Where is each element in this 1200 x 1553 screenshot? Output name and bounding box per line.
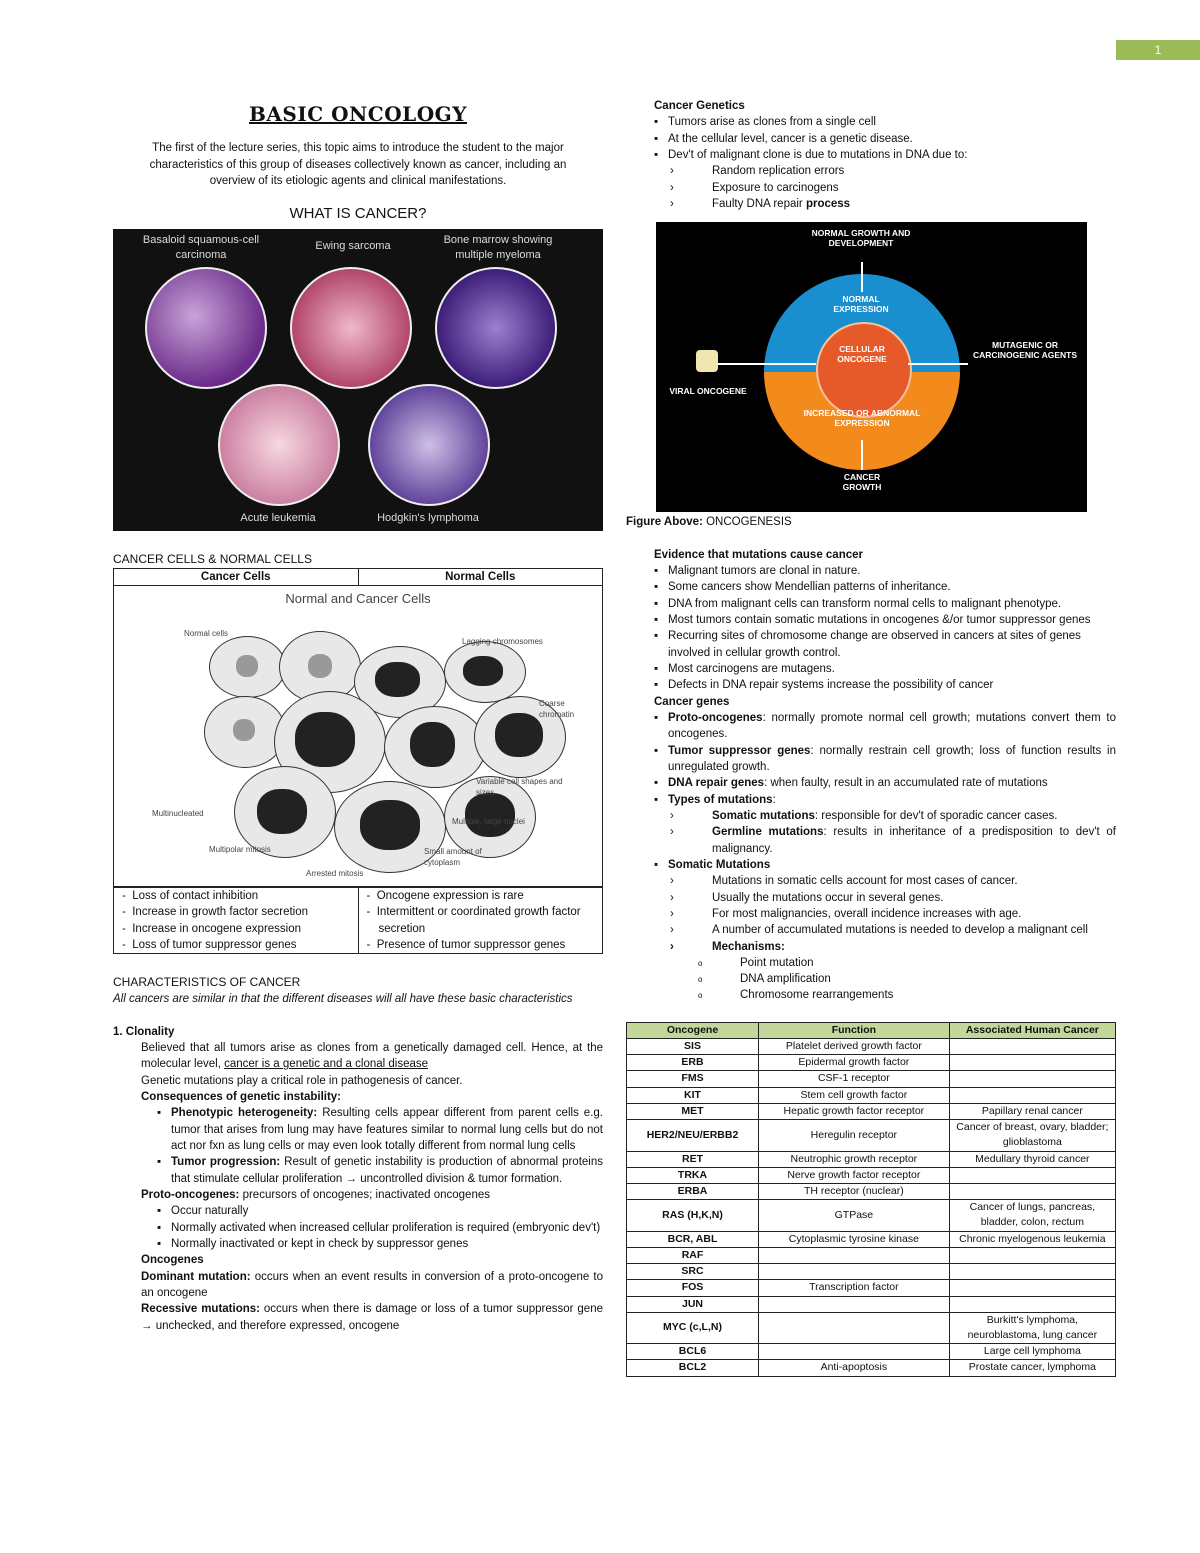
histology-circle-4 xyxy=(218,384,340,506)
list-item: - Increase in oncogene expression xyxy=(122,922,302,935)
oncogene-cell: SIS xyxy=(627,1039,759,1055)
list-item: o Chromosome rearrangements xyxy=(626,987,1116,1003)
col-normal-cells: Normal Cells xyxy=(358,568,603,585)
function-cell xyxy=(759,1296,950,1312)
table-row xyxy=(627,1184,1116,1200)
cancer-cell xyxy=(949,1055,1115,1071)
cancer-cell: Papillary renal cancer xyxy=(949,1103,1115,1119)
oncogenes-heading: Oncogenes xyxy=(141,1254,204,1267)
list-item: - Intermittent or coordinated growth factor secretion xyxy=(366,906,581,935)
function-cell: Stem cell growth factor xyxy=(759,1087,950,1103)
cancer-cell: Chronic myelogenous leukemia xyxy=(949,1231,1115,1247)
table-row xyxy=(627,1120,1116,1151)
list-item: › For most malignancies, overall incidence increases with age. xyxy=(626,906,1116,922)
label-increased-expression: INCREASED OR ABNORMAL EXPRESSION xyxy=(803,408,921,429)
label-multipolar: Multipolar mitosis xyxy=(209,845,271,855)
table-row xyxy=(627,1231,1116,1247)
list-item: ▪ Occur naturally xyxy=(113,1203,603,1219)
cancer-cell xyxy=(949,1247,1115,1263)
cancer-cell: Cancer of lungs, pancreas, bladder, colon, rectum xyxy=(949,1200,1115,1231)
function-cell xyxy=(759,1264,950,1280)
inner-circle xyxy=(816,322,912,418)
oncogene-cell: HER2/NEU/ERBB2 xyxy=(627,1120,759,1151)
cancer-cell xyxy=(949,1087,1115,1103)
label-arrested: Arrested mitosis xyxy=(306,869,364,879)
cancer-cell xyxy=(949,1039,1115,1055)
list-item: ▪ Most tumors contain somatic mutations in oncogenes &/or tumor suppressor genes xyxy=(626,612,1116,628)
characteristics-heading: CHARACTERISTICS OF CANCER xyxy=(113,975,301,990)
clonality-paragraph-2: Genetic mutations play a critical role in pathogenesis of cancer. xyxy=(141,1074,463,1087)
oncogene-cell: RET xyxy=(627,1151,759,1167)
table-row xyxy=(627,1087,1116,1103)
list-item: › Mutations in somatic cells account for most cases of cancer. xyxy=(626,873,1116,889)
arrow-viral xyxy=(718,363,816,365)
oncogenesis-diagram xyxy=(656,222,1087,512)
list-item: ▪ At the cellular level, cancer is a genetic disease. xyxy=(626,131,1116,147)
function-cell xyxy=(759,1312,950,1343)
list-item: ▪ Tumors arise as clones from a single cell xyxy=(626,114,1116,130)
table-row xyxy=(627,1103,1116,1119)
function-cell: Epidermal growth factor xyxy=(759,1055,950,1071)
list-item: o Point mutation xyxy=(626,955,1116,971)
phenotypic-item: ▪ Phenotypic heterogeneity: Resulting cells appear different from parent cells e.g. tumor that arises from lung may have features similar to normal lung cells but do not act nor fxn as lung cells or may even look totally different from normal lung cells xyxy=(113,1105,603,1154)
label-multiple-nuclei: Multiple, large nuclei xyxy=(452,817,525,827)
table-row xyxy=(627,1071,1116,1087)
caption-hodgkin: Hodgkin's lymphoma xyxy=(377,511,479,524)
cancer-cell xyxy=(949,1280,1115,1296)
oncogene-cell: BCR, ABL xyxy=(627,1231,759,1247)
arrow-mutagenic xyxy=(908,363,968,365)
list-item: › Germline mutations: results in inheritance of a predisposition to dev't of malignancy. xyxy=(626,824,1116,857)
cancer-genetics-heading: Cancer Genetics xyxy=(654,100,745,112)
function-cell: Cytoplasmic tyrosine kinase xyxy=(759,1231,950,1247)
function-cell: Neutrophic growth receptor xyxy=(759,1151,950,1167)
table-row xyxy=(627,1264,1116,1280)
list-item: › Somatic mutations: responsible for dev't of sporadic cancer cases. xyxy=(626,808,1116,824)
histology-circle-2 xyxy=(290,267,412,389)
header-oncogene: Oncogene xyxy=(627,1022,759,1038)
virus-icon xyxy=(696,350,718,372)
what-is-cancer-heading: WHAT IS CANCER? xyxy=(289,205,427,223)
oncogene-cell: TRKA xyxy=(627,1167,759,1183)
function-cell: Platelet derived growth factor xyxy=(759,1039,950,1055)
list-item: - Presence of tumor suppressor genes xyxy=(366,939,566,952)
list-item: o DNA amplification xyxy=(626,971,1116,987)
oncogene-cell: RAF xyxy=(627,1247,759,1263)
table-row xyxy=(627,1280,1116,1296)
label-coarse: Coarse chromatin xyxy=(539,699,575,720)
clonality-heading: 1. Clonality xyxy=(113,1025,175,1038)
histology-circle-3 xyxy=(435,267,557,389)
normal-cell xyxy=(204,696,286,768)
right-column xyxy=(626,98,1116,1377)
col-cancer-cells: Cancer Cells xyxy=(114,568,359,585)
cancer-cell xyxy=(949,1167,1115,1183)
oncogene-cell: MET xyxy=(627,1103,759,1119)
list-item: ▪ Tumor suppressor genes: normally restrain cell growth; loss of function results in unregulated growth. xyxy=(626,743,1116,776)
table-row xyxy=(627,1200,1116,1231)
cancer-cell xyxy=(384,706,486,788)
list-item: ▪ Malignant tumors are clonal in nature. xyxy=(626,563,1116,579)
oncogene-cell: JUN xyxy=(627,1296,759,1312)
proto-oncogenes-line: Proto-oncogenes: precursors of oncogenes; inactivated oncogenes xyxy=(141,1188,490,1201)
oncogene-cell: RAS (H,K,N) xyxy=(627,1200,759,1231)
header-function: Function xyxy=(759,1022,950,1038)
function-cell: Heregulin receptor xyxy=(759,1120,950,1151)
table-row xyxy=(627,1344,1116,1360)
oncogene-cell: ERBA xyxy=(627,1184,759,1200)
cancer-cell xyxy=(949,1184,1115,1200)
function-cell: TH receptor (nuclear) xyxy=(759,1184,950,1200)
list-item: ▪ Some cancers show Mendellian patterns of inheritance. xyxy=(626,579,1116,595)
caption-acute-leukemia: Acute leukemia xyxy=(240,511,316,524)
consequences-heading: Consequences of genetic instability: xyxy=(141,1091,342,1104)
table-row xyxy=(627,1055,1116,1071)
function-cell: GTPase xyxy=(759,1200,950,1231)
oncogene-cell: MYC (c,L,N) xyxy=(627,1312,759,1343)
table-row xyxy=(627,1039,1116,1055)
label-normal-growth: NORMAL GROWTH AND DEVELOPMENT xyxy=(811,228,911,249)
normal-cells-list xyxy=(358,888,603,954)
label-cancer-growth: CANCER GROWTH xyxy=(842,472,882,493)
list-item: ▪ Proto-oncogenes: normally promote normal cell growth; mutations convert them to oncogenes. xyxy=(626,710,1116,743)
tumor-progression-item: ▪ Tumor progression: Result of genetic instability is production of abnormal proteins that stimulate cellular proliferation → uncontrolled division & tumor formation. xyxy=(113,1154,603,1187)
oncogene-cell: SRC xyxy=(627,1264,759,1280)
clonality-paragraph: Believed that all tumors arise as clones from a genetically damaged cell. Hence, at the molecular level, cancer is a genetic and a clonal disease xyxy=(141,1042,603,1071)
table-row xyxy=(627,1296,1116,1312)
label-lagging: Lagging chromosomes xyxy=(462,637,543,647)
dominant-mutation-line: Dominant mutation: occurs when an event results in conversion of a proto-oncogene to an oncogene xyxy=(141,1270,603,1299)
list-item: ▪ Types of mutations: xyxy=(626,792,1116,808)
list-item: › Usually the mutations occur in several genes. xyxy=(626,890,1116,906)
function-cell: Anti-apoptosis xyxy=(759,1360,950,1376)
list-item: ▪ Recurring sites of chromosome change are observed in cancers at sites of genes involved in cellular growth control. xyxy=(626,628,1116,661)
table-row xyxy=(627,1247,1116,1263)
list-item: - Loss of tumor suppressor genes xyxy=(122,939,297,952)
cancer-cells-heading: CANCER CELLS & NORMAL CELLS xyxy=(113,551,312,566)
somatic-mutations-heading: ▪ Somatic Mutations xyxy=(626,857,1116,873)
function-cell xyxy=(759,1247,950,1263)
cancer-cell: Burkitt's lymphoma, neuroblastoma, lung cancer xyxy=(949,1312,1115,1343)
list-item: ▪ Normally inactivated or kept in check by suppressor genes xyxy=(113,1236,603,1252)
list-item: - Oncogene expression is rare xyxy=(366,890,524,903)
cancer-cell: Medullary thyroid cancer xyxy=(949,1151,1115,1167)
function-cell: Transcription factor xyxy=(759,1280,950,1296)
arrow-top xyxy=(861,262,863,292)
cancer-histology-image xyxy=(113,229,603,531)
header-cancer: Associated Human Cancer xyxy=(949,1022,1115,1038)
list-item: ▪ Dev't of malignant clone is due to mutations in DNA due to: xyxy=(626,147,1116,163)
oncogene-cell: FOS xyxy=(627,1280,759,1296)
oncogene-cell: FMS xyxy=(627,1071,759,1087)
cancer-cells-list xyxy=(114,888,359,954)
list-item: ▪ Normally activated when increased cellular proliferation is required (embryonic dev't) xyxy=(113,1220,603,1236)
function-cell: CSF-1 receptor xyxy=(759,1071,950,1087)
mechanisms-heading: › Mechanisms: xyxy=(626,939,1116,955)
label-multinucleated: Multinucleated xyxy=(152,809,204,819)
label-normal-cells: Normal cells xyxy=(184,629,229,639)
list-item: › Random replication errors xyxy=(626,163,1116,179)
arrow-bottom xyxy=(861,440,863,470)
label-mutagenic: MUTAGENIC OR CARCINOGENIC AGENTS xyxy=(972,340,1078,361)
figure-title: Normal and Cancer Cells xyxy=(285,591,431,607)
oncogene-cell: BCL2 xyxy=(627,1360,759,1376)
oncogene-cell: ERB xyxy=(627,1055,759,1071)
cancer-normal-table xyxy=(113,568,603,955)
caption-basaloid: Basaloid squamous-cell carcinoma xyxy=(142,233,260,262)
cancer-cell xyxy=(949,1071,1115,1087)
list-item: ▪ Defects in DNA repair systems increase the possibility of cancer xyxy=(626,677,1116,693)
list-item: - Increase in growth factor secretion xyxy=(122,906,309,919)
function-cell xyxy=(759,1344,950,1360)
function-cell: Hepatic growth factor receptor xyxy=(759,1103,950,1119)
list-item: ▪ DNA repair genes: when faulty, result in an accumulated rate of mutations xyxy=(626,775,1116,791)
histology-circle-5 xyxy=(368,384,490,506)
list-item: ▪ DNA from malignant cells can transform normal cells to malignant phenotype. xyxy=(626,596,1116,612)
left-column xyxy=(113,96,603,1334)
table-row xyxy=(627,1312,1116,1343)
list-item: - Loss of contact inhibition xyxy=(122,890,259,903)
oncogene-cell: KIT xyxy=(627,1087,759,1103)
label-variable: Variable cell shapes and sizes xyxy=(476,777,563,798)
cancer-cell xyxy=(444,641,526,703)
label-normal-expression: NORMAL EXPRESSION xyxy=(833,294,889,315)
table-row xyxy=(627,1360,1116,1376)
cancer-cell: Cancer of breast, ovary, bladder; glioblastoma xyxy=(949,1120,1115,1151)
normal-cell xyxy=(209,636,286,698)
list-item: ▪ Most carcinogens are mutagens. xyxy=(626,661,1116,677)
label-viral-oncogene: VIRAL ONCOGENE xyxy=(669,386,747,397)
intro-paragraph: The first of the lecture series, this topic aims to introduce the student to the major characteristics of this group of diseases collectively known as cancer, including an overview of its etiologic agents and clinical manifestations. xyxy=(149,142,567,188)
label-small-cytoplasm: Small amount of cytoplasm xyxy=(424,847,482,868)
cancer-genes-heading: Cancer genes xyxy=(654,695,730,708)
oncogene-table xyxy=(626,1022,1116,1377)
oncogene-cell: BCL6 xyxy=(627,1344,759,1360)
cancer-cell: Large cell lymphoma xyxy=(949,1344,1115,1360)
function-cell: Nerve growth factor receptor xyxy=(759,1167,950,1183)
page-title: BASIC ONCOLOGY xyxy=(249,102,467,126)
table-row xyxy=(627,1167,1116,1183)
table-row xyxy=(627,1151,1116,1167)
characteristics-subtitle: All cancers are similar in that the different diseases will all have these basic characteristics xyxy=(113,993,573,1006)
cancer-cell: Prostate cancer, lymphoma xyxy=(949,1360,1115,1376)
list-item: › Faulty DNA repair process xyxy=(626,196,1116,212)
figure-caption: Figure Above: ONCOGENESIS xyxy=(626,516,792,529)
normal-cancer-cells-figure xyxy=(114,586,602,887)
recessive-mutation-line: Recessive mutations: occurs when there is damage or loss of a tumor suppressor gene → unchecked, and therefore expressed, oncogene xyxy=(141,1303,603,1332)
evidence-heading: Evidence that mutations cause cancer xyxy=(654,548,863,561)
list-item: › A number of accumulated mutations is needed to develop a malignant cell xyxy=(626,922,1116,938)
caption-myeloma: Bone marrow showing multiple myeloma xyxy=(443,233,553,262)
histology-circle-1 xyxy=(145,267,267,389)
cancer-cell xyxy=(949,1296,1115,1312)
cancer-cell xyxy=(949,1264,1115,1280)
label-cellular-oncogene: CELLULAR ONCOGENE xyxy=(837,344,887,365)
page-number: 1 xyxy=(1116,40,1200,60)
list-item: › Exposure to carcinogens xyxy=(626,180,1116,196)
caption-ewing: Ewing sarcoma xyxy=(315,239,391,252)
